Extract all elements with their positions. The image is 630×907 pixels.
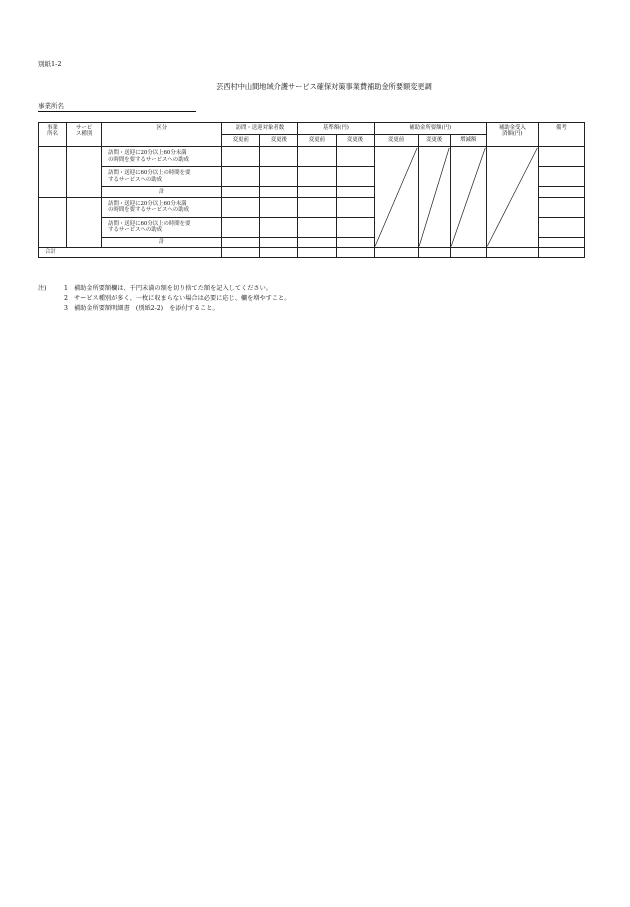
category-header: 区分 (102, 123, 222, 147)
note-item (38, 284, 290, 294)
visitors-after-header: 変更後 (260, 135, 298, 147)
budget-change-table (38, 122, 585, 258)
note-number: 2 (64, 295, 68, 302)
base-before-header: 変更前 (298, 135, 336, 147)
value-cell (222, 187, 260, 197)
received-amount-header: 補助金受入 済額(円) (486, 123, 538, 147)
subsidy-before-cell (374, 147, 418, 247)
remarks-cell (538, 247, 584, 257)
value-cell (298, 167, 336, 187)
service-type-header: サービ ス種別 (67, 123, 102, 147)
document-title: 芸西村中山間地域介護サービス確保対策事業費補助金所要額変更調 (216, 82, 432, 91)
service-type-cell (67, 147, 102, 197)
document-reference: 別紙1-2 (38, 60, 62, 68)
office-header: 事業 所名 (39, 123, 67, 147)
category-cell: 訪問・送迎に20分以上60分未満 の時間を要するサービスへの助成 (102, 197, 222, 217)
visitor-count-header: 訪問・送迎対象者数 (222, 123, 298, 135)
table-row (39, 147, 585, 167)
value-cell (222, 147, 260, 167)
value-cell (336, 197, 374, 217)
notes-label: 注) (38, 285, 47, 292)
value-cell (222, 197, 260, 217)
service-type-cell (67, 197, 102, 247)
note-item (38, 294, 290, 304)
value-cell (450, 247, 486, 257)
remarks-cell (538, 197, 584, 217)
note-number: 1 (64, 285, 68, 292)
note-text: サービス種別が多く、一枚に収まらない場合は必要に応じ、欄を増やすこと。 (74, 295, 291, 302)
value-cell (260, 187, 298, 197)
value-cell (222, 237, 260, 247)
value-cell (298, 197, 336, 217)
value-cell (336, 167, 374, 187)
subtotal-label: 計 (102, 187, 222, 197)
notes-section (38, 284, 290, 314)
header-row (39, 123, 585, 135)
value-cell (298, 247, 336, 257)
value-cell (260, 237, 298, 247)
remarks-cell (538, 167, 584, 187)
value-cell (298, 187, 336, 197)
office-cell (39, 197, 67, 247)
base-after-header: 変更後 (336, 135, 374, 147)
subsidy-after-cell (418, 147, 450, 247)
value-cell (336, 187, 374, 197)
received-amount-cell (486, 147, 538, 247)
value-cell (336, 147, 374, 167)
value-cell (336, 247, 374, 257)
value-cell (298, 217, 336, 237)
subsidy-diff-cell (450, 147, 486, 247)
subtotal-label: 計 (102, 237, 222, 247)
remarks-cell (538, 147, 584, 167)
value-cell (222, 247, 260, 257)
remarks-cell (538, 187, 584, 197)
category-cell: 訪問・送迎に60分以上の時間を要 するサービスへの助成 (102, 217, 222, 237)
value-cell (260, 147, 298, 167)
value-cell (418, 247, 450, 257)
subsidy-diff-header: 増減額 (450, 135, 486, 147)
grand-total-row (39, 247, 585, 257)
value-cell (222, 217, 260, 237)
value-cell (336, 237, 374, 247)
note-item (38, 304, 290, 314)
category-cell: 訪問・送迎に20分以上60分未満 の時間を要するサービスへの助成 (102, 147, 222, 167)
subsidy-before-header: 変更前 (374, 135, 418, 147)
value-cell (222, 167, 260, 187)
value-cell (260, 167, 298, 187)
value-cell (374, 247, 418, 257)
value-cell (260, 217, 298, 237)
value-cell (260, 197, 298, 217)
remarks-header: 備考 (538, 123, 584, 147)
note-text: 補助金所要額明細書 (別紙2-2) を添付すること。 (74, 305, 219, 312)
note-number: 3 (64, 305, 68, 312)
subsidy-after-header: 変更後 (418, 135, 450, 147)
grand-total-label: 合計 (39, 247, 222, 257)
visitors-before-header: 変更前 (222, 135, 260, 147)
office-name-label: 事業所名 (38, 101, 196, 112)
value-cell (260, 247, 298, 257)
value-cell (336, 217, 374, 237)
remarks-cell (538, 217, 584, 237)
category-cell: 訪問・送迎に60分以上の時間を要 するサービスへの助成 (102, 167, 222, 187)
value-cell (298, 147, 336, 167)
office-cell (39, 147, 67, 197)
remarks-cell (538, 237, 584, 247)
base-amount-header: 基準額(円) (298, 123, 374, 135)
subsidy-required-header: 補助金所要額(円) (374, 123, 486, 135)
note-text: 補助金所要額欄は、千円未満の額を切り捨てた額を記入してください。 (74, 285, 272, 292)
value-cell (298, 237, 336, 247)
value-cell (486, 247, 538, 257)
